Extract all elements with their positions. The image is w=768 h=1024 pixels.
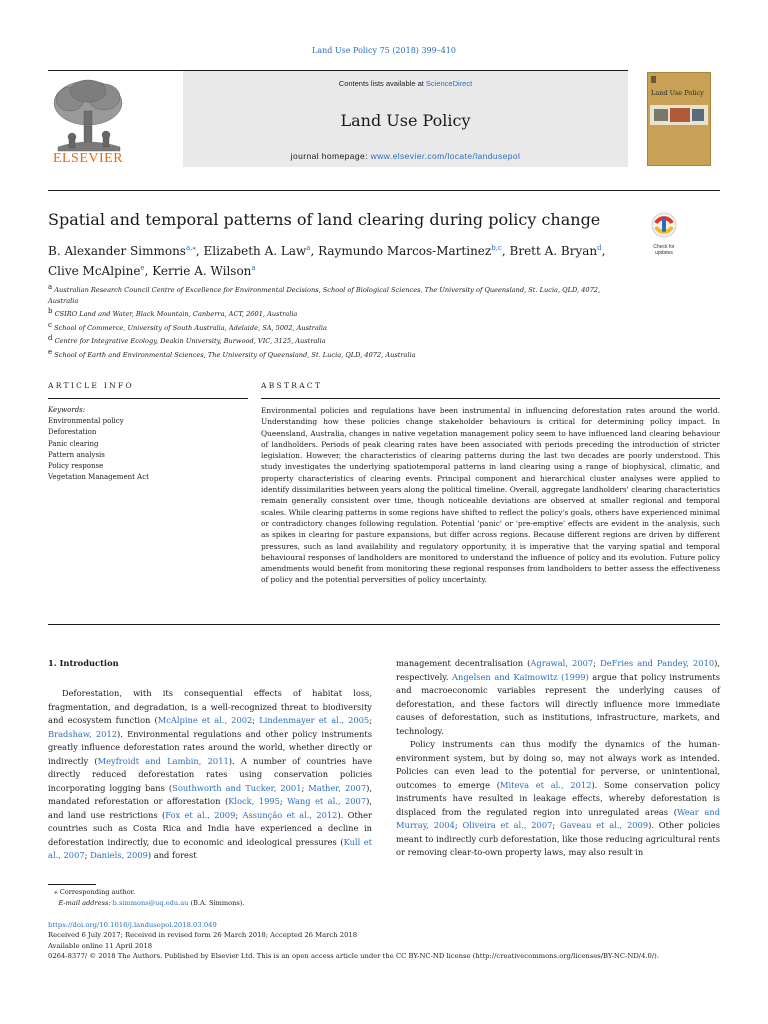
citation-link[interactable]: Daniels, 2009 bbox=[90, 850, 148, 860]
abstract-text: Environmental policies and regulations have been instrumental in influencing deforestation rates around the world. Understanding how these policies change stakeholder behaviours is critical for determining policy impact. In Queensland, Australia, changes in native vegetation management policy seem to have influenced land clearing behaviour of landholders. Periods of peak clearing rates have been associated with periods preceding the introduction of stricter legislation. However, the characteristics of clearing patterns during the last two decades are poorly understood. This study investigates the underlying spatiotemporal patterns in land clearing using a range of biophysical, climatic, and property characteristics of clearing events. Principal component and hierarchical cluster analyses were applied to identify dissimilarities between years along the political timeline. Overall, aggregate landholders' clearing characteristics remain generally consistent over time, though noticeable deviations are observed at smaller regional and temporal scales. While clearing patterns in some regions have shifted to reflect the policy's goals, others have experienced minimal or contradictory changes following regulation. Potential 'panic' or 'pre-emptive' effects are evident in the analysis, such as spikes in clearing for pasture expansions, but differ across regions. Because different regions are driven by different pressures, such as land availability and regulatory opportunity, it is imperative that the varying spatial and temporal behavioural responses of landholders are monitored to understand the influence of policy and its evolution. Future policy amendments would benefit from monitoring these regional responses from landholders to better assess the effectiveness of policy and the potential perversities of policy uncertainty. bbox=[261, 406, 720, 585]
body-column-left bbox=[48, 687, 372, 863]
footnote: ⁎ Corresponding author. E-mail address: b.simmons@uq.edu.au (B.A. Simmons). bbox=[54, 888, 245, 907]
citation-link[interactable]: Southworth and Tucker, 2001 bbox=[172, 782, 302, 793]
corresponding-marker: ⁎ bbox=[54, 888, 58, 896]
citation-link[interactable]: McAlpine et al., 2002 bbox=[157, 715, 253, 725]
contents-line: Contents lists available at ScienceDirect bbox=[338, 79, 473, 88]
citation-link[interactable]: Assunção et al., 2012 bbox=[242, 809, 338, 820]
journal-header bbox=[48, 70, 628, 171]
author-name[interactable]: Elizabeth A. Law bbox=[203, 244, 307, 258]
keyword: Environmental policy bbox=[48, 417, 124, 426]
license-line: 0264-8377/ © 2018 The Authors. Published by Elsevier Ltd. This is an open access article under the CC BY-NC-ND license (http://creativecommons.org/licenses/BY-NC-ND/4.0/). bbox=[48, 952, 659, 961]
keywords-block bbox=[48, 405, 248, 483]
abstract-heading: ABSTRACT bbox=[261, 381, 323, 390]
citation-link[interactable]: Fox et al., 2009 bbox=[165, 809, 236, 820]
affiliation-line: $^b$ CSIRO Land and Water, Black Mountain, Canberra, ACT, 2601, Australia bbox=[48, 307, 298, 319]
footnote-divider bbox=[48, 884, 96, 885]
check-updates-icon bbox=[647, 211, 681, 241]
author-affiliation-marker[interactable]: a bbox=[251, 264, 256, 272]
body-paragraph: Deforestation, with its consequential effects of habitat loss, fragmentation, and degradation, is a well-recognized threat to biodiversity and ecosystem function (McAlpine et al., 2002; Lindenmayer et al., 2005; Bradshaw, 2012). Environmental regulations and other policy instruments greatly influence deforestation rates around the world, whether directly or indirectly (Meyfroidt and Lambin, 2011). A number of countries have directly reduced deforestation rates using conservation policies incorporating logging bans (Southworth and Tucker, 2001; Mather, 2007), mandated reforestation or afforestation (Klock, 1995; Wang et al., 2007), and land use restrictions (Fox et al., 2009; Assunção et al., 2012). Other countries such as Costa Rica and India have experienced a decline in deforestation indirectly, due to economic and ideological pressures (Kull et al., 2007; Daniels, 2009) and forest bbox=[48, 688, 372, 860]
affiliation-line: $^d$ Centre for Integrative Ecology, Deakin University, Burwood, VIC, 3125, Australia bbox=[48, 334, 326, 346]
keyword: Policy response bbox=[48, 462, 104, 471]
abstract-divider bbox=[261, 398, 720, 399]
citation-link[interactable]: Lindenmayer et al., 2005 bbox=[259, 715, 370, 725]
affiliation-line: $^e$ School of Earth and Environmental Sciences, The University of Queensland, St. Lucia, QLD, 4072, Australia bbox=[48, 347, 416, 359]
article-info-heading: ARTICLE INFO bbox=[48, 381, 134, 390]
author-name[interactable]: Clive McAlpine bbox=[48, 264, 141, 278]
author-name[interactable]: B. Alexander Simmons bbox=[48, 244, 186, 258]
received-dates: Received 6 July 2017; Received in revised form 26 March 2018; Accepted 26 March 2018 bbox=[48, 931, 358, 940]
citation-link[interactable]: Miteva et al., 2012 bbox=[499, 779, 592, 790]
keyword: Vegetation Management Act bbox=[48, 473, 149, 482]
body-paragraph: management decentralisation (Agrawal, 2007; DeFries and Pandey, 2010), respectively. Angelsen and Kaimowitz (1999) argue that policy instruments and macroeconomic variables represent the underlying causes of deforestation, and these factors will directly influence more immediate causes of deforestation, such as institutions, infrastructure, markets, and technology. bbox=[396, 658, 720, 736]
sciencedirect-link[interactable]: ScienceDirect bbox=[425, 79, 473, 88]
keyword: Pattern analysis bbox=[48, 450, 105, 459]
cover-title: Land Use Policy bbox=[651, 89, 704, 97]
citation-link[interactable]: Bradshaw, 2012 bbox=[48, 728, 118, 739]
body-column-right bbox=[396, 657, 720, 860]
header-divider bbox=[48, 190, 720, 191]
affiliation-line: $^c$ School of Commerce, University of South Australia, Adelaide, SA, 5002, Australia bbox=[48, 320, 327, 332]
available-online: Available online 11 April 2018 bbox=[48, 941, 153, 950]
author-name[interactable]: Kerrie A. Wilson bbox=[152, 264, 252, 278]
citation-link[interactable]: DeFries and Pandey, 2010 bbox=[600, 658, 715, 668]
citation-link[interactable]: Meyfroidt and Lambin, 2011 bbox=[97, 755, 229, 766]
article-info-divider bbox=[48, 398, 248, 399]
citation-link[interactable]: Wang et al., 2007 bbox=[287, 796, 367, 806]
journal-title: Land Use Policy bbox=[340, 111, 471, 130]
doi-link[interactable]: https://doi.org/10.1016/j.landusepol.2018.03.049 bbox=[48, 921, 217, 929]
author-list: B. Alexander Simmons$^{a,⁎}$, Elizabeth A. Law$^a$, Raymundo Marcos-Martinez$^{b,c}$, Brett A. Bryan$^d$, Clive McAlpine$^e$, Kerrie A. Wilson$^a$ bbox=[48, 244, 606, 278]
citation-link[interactable]: Angelsen and Kaimowitz (1999) bbox=[452, 671, 589, 682]
author-affiliation-marker[interactable]: e bbox=[140, 264, 145, 272]
homepage-link[interactable]: www.elsevier.com/locate/landusepol bbox=[370, 151, 521, 161]
article-title: Spatial and temporal patterns of land clearing during policy change bbox=[48, 210, 601, 229]
body-paragraph: Policy instruments can thus modify the dynamics of the human-environment system, but by doing so, may not always work as intended. Policies can even lead to the potential for perverse, or unintentional, outcomes to emerge (Miteva et al., 2012). Some conservation policy instruments have resulted in leakage effects, whereby deforestation is displaced from the regulated region into unregulated areas (Wear and Murray, 2004; Oliveira et al., 2007; Gaveau et al., 2009). Other policies meant to indirectly curb deforestation, like those reducing agricultural rents or removing clear-to-own property laws, may also result in bbox=[396, 739, 721, 857]
journal-cover-thumbnail[interactable] bbox=[647, 72, 711, 166]
citation-link[interactable]: Gaveau et al., 2009 bbox=[560, 820, 649, 830]
email-link[interactable]: b.simmons@uq.edu.au bbox=[112, 899, 189, 907]
affiliations bbox=[48, 282, 648, 360]
check-for-updates-badge[interactable]: Check for updates bbox=[647, 211, 681, 255]
keyword-list bbox=[48, 416, 248, 483]
affiliation-line: Australia bbox=[48, 296, 79, 305]
publication-info bbox=[48, 920, 659, 962]
keyword: Panic clearing bbox=[48, 439, 99, 448]
keywords-label: Keywords: bbox=[48, 406, 86, 414]
citation-link[interactable]: Agrawal, 2007 bbox=[530, 658, 594, 668]
citation-link[interactable]: Mather, 2007 bbox=[308, 782, 367, 793]
author-name[interactable]: Raymundo Marcos-Martinez bbox=[318, 244, 492, 258]
author-affiliation-marker[interactable]: b,c bbox=[491, 244, 502, 252]
author-name[interactable]: Brett A. Bryan bbox=[509, 244, 598, 258]
citation-link[interactable]: Klock, 1995 bbox=[228, 796, 280, 806]
elsevier-wordmark: ELSEVIER bbox=[52, 151, 124, 166]
abstract-bottom-divider bbox=[48, 624, 720, 625]
section-heading-introduction: 1. Introduction bbox=[48, 658, 119, 668]
journal-header-panel bbox=[183, 71, 628, 167]
author-affiliation-marker[interactable]: a,⁎ bbox=[185, 244, 196, 252]
citation-link[interactable]: Oliveira et al., 2007 bbox=[462, 820, 553, 830]
affiliation-line: $^a$ Australian Research Council Centre of Excellence for Environmental Decisions, School of Biological Sciences, The University of Queensland, St. Lucia, QLD, 4072, bbox=[48, 283, 601, 295]
keyword: Deforestation bbox=[48, 428, 97, 437]
author-affiliation-marker[interactable]: a bbox=[306, 244, 311, 252]
author-affiliation-marker[interactable]: d bbox=[597, 244, 602, 252]
journal-citation[interactable]: Land Use Policy 75 (2018) 399–410 bbox=[312, 46, 456, 55]
homepage-line: journal homepage: www.elsevier.com/locate/landusepol bbox=[290, 151, 521, 161]
citation-link[interactable]: Kull et al., 2007 bbox=[48, 836, 372, 860]
citation-link[interactable]: Wear and Murray, 2004 bbox=[396, 806, 721, 830]
